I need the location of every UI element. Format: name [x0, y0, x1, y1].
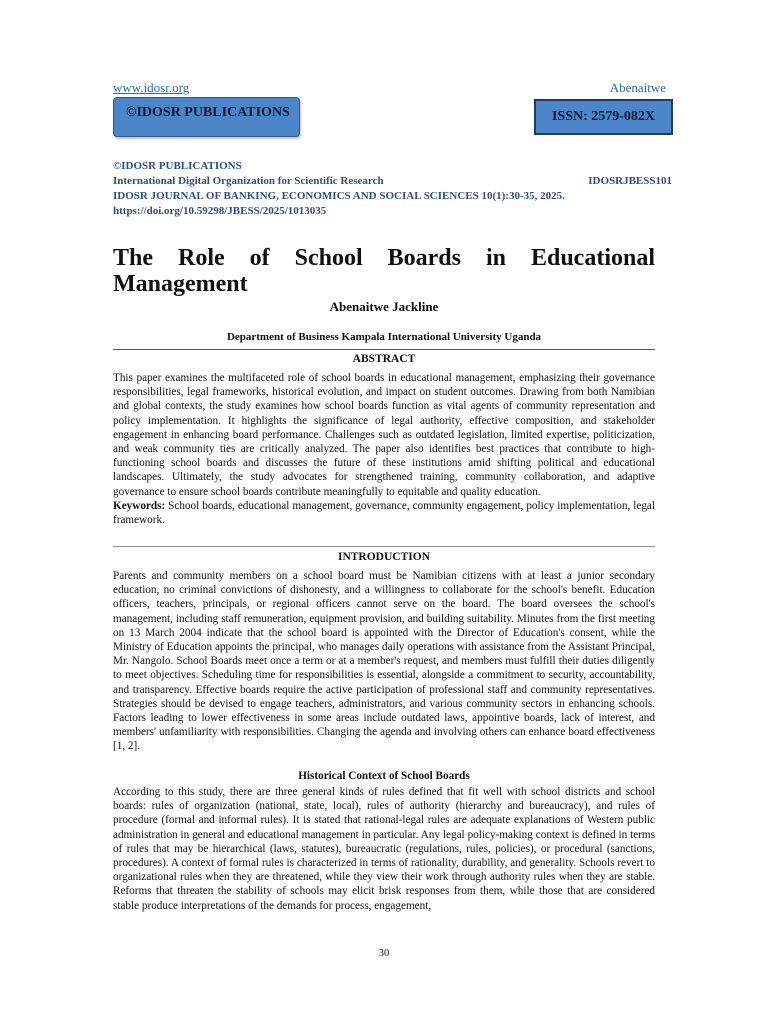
- author-name: Abenaitwe Jackline: [329, 299, 439, 314]
- divider: [113, 349, 655, 350]
- historical-heading: Historical Context of School Boards: [298, 770, 470, 782]
- meta-doi[interactable]: https://doi.org/10.59298/JBESS/2025/1013035: [113, 205, 327, 217]
- meta-org-row: [113, 174, 672, 189]
- paper-title-line1: The Role of School Boards in Educational: [113, 245, 655, 271]
- meta-journal: IDOSR JOURNAL OF BANKING, ECONOMICS AND SOCIAL SCIENCES 10(1):30-35, 2025.: [113, 190, 565, 202]
- abstract-body: This paper examines the multifaceted role of school boards in educational management, emphasizing their governance responsibilities, legal frameworks, historical evolution, and impact on student outcomes. Drawing from both Namibian and global contexts, the study examines how school boards function as vital agents of community representation and policy implementation. It highlights the significance of legal authority, effective composition, and stakeholder engagement in enhancing board performance. Challenges such as outdated legislation, limited expertise, politicization, and weak community ties are critically analyzed. The paper also identifies best practices that contribute to high-functioning school boards and discusses the future of these institutions amid shifting political and educational landscapes. Ultimately, the study advocates for strengthened training, community collaboration, and adaptive governance to ensure school boards contribute meaningfully to equitable and quality education.: [113, 372, 655, 498]
- running-author: Abenaitwe: [609, 80, 666, 95]
- abstract-text: [113, 371, 655, 527]
- journal-meta: [113, 159, 672, 219]
- publisher-banner-text: ©IDOSR PUBLICATIONS: [126, 105, 290, 120]
- page-number: 30: [378, 948, 390, 959]
- meta-org: International Digital Organization for Scientific Research: [113, 175, 384, 187]
- issn-text: ISSN: 2579-082X: [551, 109, 656, 124]
- keywords-label: Keywords:: [113, 499, 166, 512]
- issn-banner: [534, 99, 673, 135]
- introduction-text: Parents and community members on a school board must be Namibian citizens with at least a junior secondary education, no criminal convictions of dishonesty, and a willingness to collaborate for the school's benefit. Education officers, teachers, principals, or regional officers cannot serve on the board. The board oversees the school's management, including staff remuneration, equipment provision, and building suitability. Minutes from the first meeting on 13 March 2004 indicate that the school board is appointed with the Director of Education's consent, while the Ministry of Education appoints the principal, who manages daily operations with assistance from the Assistant Principal, Mr. Nangolo. School Boards meet once a term or at a member's request, and members must fulfill their duties diligently to meet objectives. Scheduling time for responsibilities is essential, alongside a commitment to security, accountability, and transparency. Effective boards require the active participation of professional staff and community representatives. Strategies should be devised to engage teachers, administrators, and various community sectors in enhancing schools. Factors leading to lower effectiveness in some areas include outdated laws, appointive boards, lack of interest, and members' unfamiliarity with responsibilities. Changing the agenda and involving others can enhance board effectiveness [1, 2].: [113, 570, 655, 753]
- meta-publisher: ©IDOSR PUBLICATIONS: [113, 160, 242, 172]
- publisher-banner: [113, 97, 300, 137]
- introduction-heading: INTRODUCTION: [337, 551, 430, 563]
- meta-code: IDOSRJBESS101: [588, 175, 672, 187]
- keywords-text: School boards, educational management, governance, community engagement, policy implementation, legal framework.: [113, 499, 655, 527]
- affiliation: Department of Business Kampala International University Uganda: [226, 331, 542, 343]
- abstract-heading: ABSTRACT: [352, 353, 416, 365]
- historical-text: According to this study, there are three general kinds of rules defined that fit well with school districts and school boards: rules of organization (national, state, local), rules of authority (hierarchy and bureaucracy), and rules of procedure (formal and informal rules). It is stated that rational-legal rules are adequate explanations of Western public administration in general and educational management in particular. Any legal policy-making context is defined in terms of rules that may be hierarchical (laws, statutes), bureaucratic (regulations, rules, policies), or procedural (sanctions, procedures). A context of formal rules is characterized in terms of rationality, durability, and generality. Schools revert to organizational rules when they are threatened, while they view their work through authority rules when they are stable. Reforms that threaten the stability of schools may elicit brisk responses from them, while those that are considered stable produce interpretations of the demands for process, engagement,: [113, 786, 655, 912]
- paper-title-line2: Management: [113, 271, 248, 297]
- keywords: [113, 499, 655, 527]
- divider: [113, 546, 655, 547]
- website-link[interactable]: www.idosr.org: [113, 80, 190, 95]
